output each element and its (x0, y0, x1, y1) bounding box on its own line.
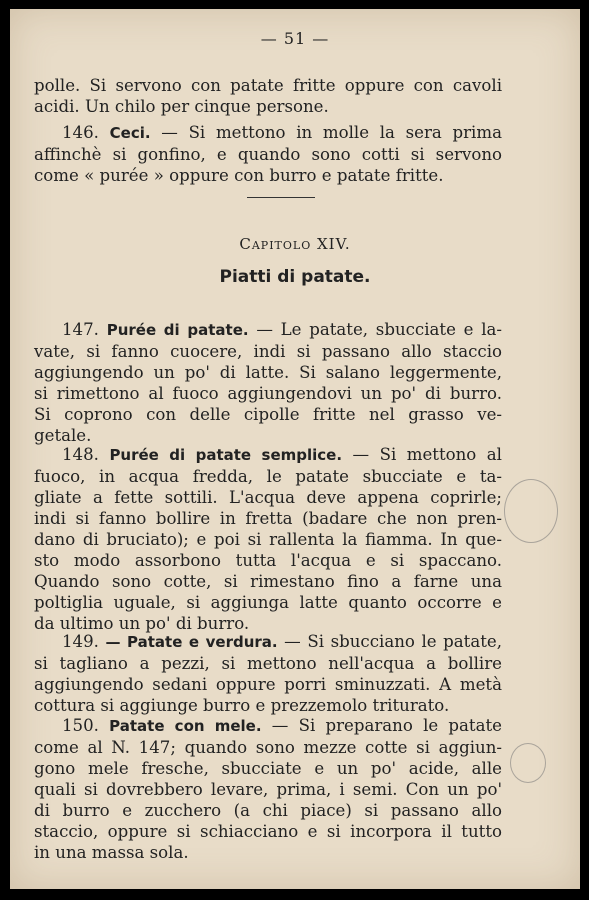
text-line: Quando sono cotte, si rimestano fino a farne una (34, 572, 502, 591)
book-page (10, 9, 580, 889)
text-line: gono mele fresche, sbucciate e un po' acide, alle (34, 759, 502, 778)
text-line: fuoco, in acqua fredda, le patate sbucciate e ta- (34, 467, 502, 486)
text-line (34, 631, 502, 653)
text-line: da ultimo un po' di burro. (34, 614, 250, 633)
text-line: acidi. Un chilo per cinque persone. (34, 97, 329, 116)
text-line: si tagliano a pezzi, si mettono nell'acqua a bollire (34, 654, 502, 673)
paragraph-continued (34, 75, 502, 117)
text-line: affinchè si gonfino, e quando sono cotti si servono (34, 145, 502, 164)
text-line: come « purée » oppure con burro e patate fritte. (34, 166, 444, 185)
text-line: sto modo assorbono tutta l'acqua e si spaccano. (34, 551, 502, 570)
text-line: staccio, oppure si schiacciano e si incorpora il tutto (34, 822, 502, 841)
text-line: cottura si aggiunge burro e prezzemolo triturato. (34, 696, 450, 715)
text-line (34, 444, 502, 466)
text-line: come al N. 147; quando sono mezze cotte si aggiun- (34, 738, 502, 757)
recipe-148 (34, 444, 502, 634)
recipe-title: — Patate e verdura. (105, 633, 278, 651)
text-span: — Si mettono in molle la sera prima (150, 123, 502, 142)
chapter-heading: Capitolo XIV. (239, 235, 351, 253)
section-divider (247, 197, 315, 198)
text-line: in una massa sola. (34, 843, 189, 862)
recipe-147 (34, 319, 502, 446)
pencil-circle-mark (504, 479, 558, 543)
recipe-title: Purée di patate. (106, 321, 249, 339)
text-line: indi si fanno bollire in fretta (badare che non pren- (34, 509, 502, 528)
text-line: aggiungendo sedani oppure porri sminuzzati. A metà (34, 675, 502, 694)
text-line: getale. (34, 426, 92, 445)
text-line: dano di bruciato); e poi si rallenta la fiamma. In que- (34, 530, 502, 549)
recipe-number: 148. (62, 445, 99, 464)
text-span: — Le patate, sbucciate e la- (248, 320, 503, 339)
text-line: polle. Si servono con patate fritte oppure con cavoli (34, 76, 502, 95)
recipe-146 (34, 122, 502, 186)
text-line (34, 715, 502, 737)
text-line: Si coprono con delle cipolle fritte nel grasso ve- (34, 405, 502, 424)
text-line: quali si dovrebbero levare, prima, i semi. Con un po' (34, 780, 502, 799)
recipe-number: 147. (62, 320, 99, 339)
text-line (34, 319, 502, 341)
pencil-circle-mark (510, 743, 546, 783)
recipe-number: 150. (62, 716, 99, 735)
recipe-title: Purée di patate semplice. (109, 446, 343, 464)
recipe-149 (34, 631, 502, 716)
chapter-title: Piatti di patate. (219, 267, 371, 287)
text-line: vate, si fanno cuocere, indi si passano allo staccio (34, 342, 502, 361)
page-number: — 51 — (260, 29, 330, 48)
recipe-number: 146. (62, 123, 99, 142)
text-line: di burro e zucchero (a chi piace) si passano allo (34, 801, 502, 820)
text-line: poltiglia uguale, si aggiunga latte quanto occorre e (34, 593, 502, 612)
text-line (34, 122, 502, 144)
text-span: — Si mettono al (342, 445, 502, 464)
text-line: gliate a fette sottili. L'acqua deve appena coprirle; (34, 488, 502, 507)
text-line: si rimettono al fuoco aggiungendovi un po' di burro. (34, 384, 502, 403)
recipe-title: Patate con mele. (109, 717, 262, 735)
text-span: — Si preparano le patate (261, 716, 502, 735)
text-span: — Si sbucciano le patate, (277, 632, 503, 651)
recipe-number: 149. (62, 632, 99, 651)
recipe-150 (34, 715, 502, 863)
recipe-title: Ceci. (109, 124, 151, 142)
text-line: aggiungendo un po' di latte. Si salano leggermente, (34, 363, 502, 382)
